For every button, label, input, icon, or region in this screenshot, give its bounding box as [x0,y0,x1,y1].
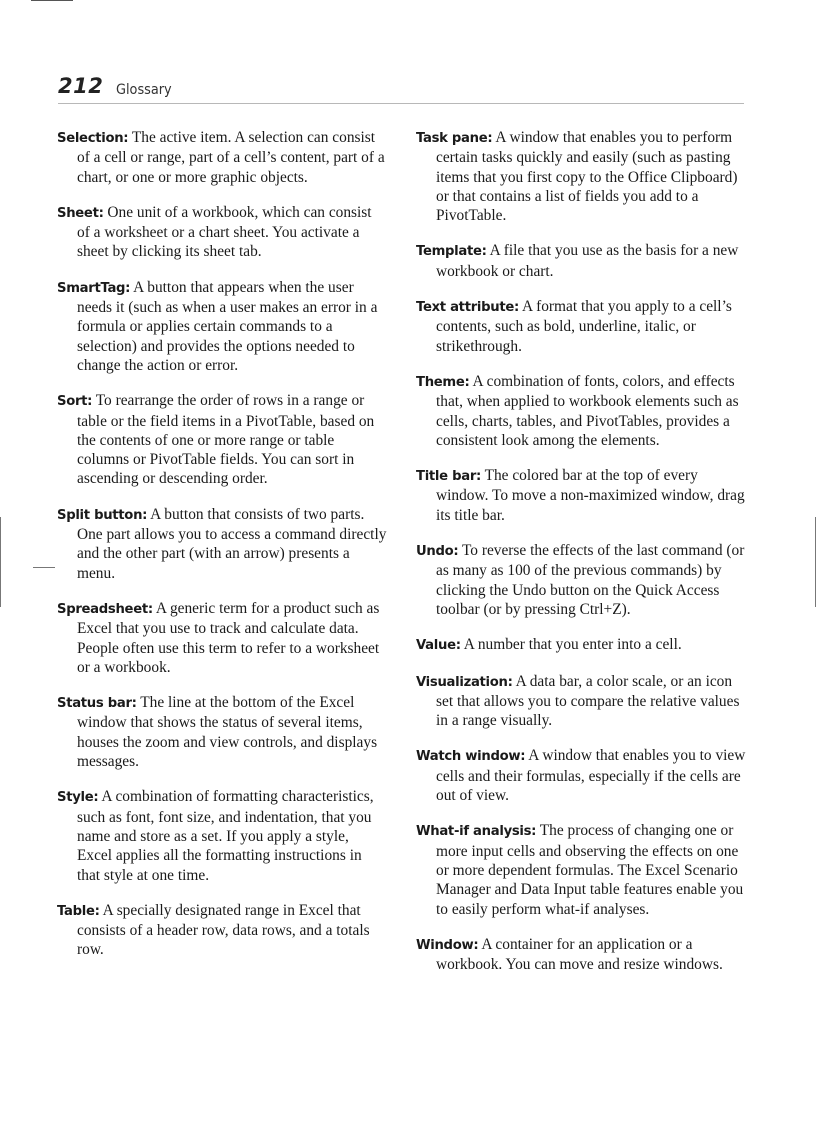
glossary-term: Table: [57,903,100,919]
glossary-entry [416,821,746,918]
glossary-definition: The active item. A selection can consist of a cell or range, part of a cell’s content, part of a chart, or one or more graphic objects. [77,129,385,186]
glossary-term: Selection: [57,131,129,146]
glossary-term: Window: [416,937,479,953]
glossary-definition: A combination of fonts, colors, and effects that, when applied to workbook elements such as cells, charts, tables, and PivotTables, provides a consistent look among the elements. [436,372,739,449]
glossary-entry [57,901,387,960]
page-header [58,74,744,104]
glossary-entry [57,203,387,262]
glossary-entry [57,278,387,375]
glossary-entry [57,787,387,884]
glossary-term: Title bar: [416,469,481,485]
glossary-term: Status bar: [57,696,137,712]
margin-mark [33,567,55,568]
glossary-entry [416,746,746,805]
glossary-term: Value: [416,638,461,654]
glossary-column-left [57,128,387,976]
glossary-definition: A data bar, a color scale, or an icon set that allows you to compare the relative values in a range visually. [436,672,740,730]
glossary-column-right [416,128,746,990]
glossary-term: Template: [416,244,487,260]
glossary-entry [416,128,746,225]
glossary-definition: A window that enables you to view cells and their formulas, especially if the cells are out of view. [436,747,746,805]
glossary-term: Text attribute: [416,300,519,316]
glossary-definition: A generic term for a product such as Excel that you use to track and calculate data. People often use this term to refer to a worksheet or a workbook. [77,599,380,676]
glossary-definition: A container for an application or a workbook. You can move and resize windows. [436,935,723,974]
glossary-entry [57,693,387,771]
glossary-term: Visualization: [416,674,513,690]
glossary-definition: A specially designated range in Excel that consists of a header row, data rows, and a totals row. [77,901,370,959]
glossary-entry [416,635,746,655]
glossary-term: Theme: [416,374,470,390]
glossary-definition: To rearrange the order of rows in a range or table or the field items in a PivotTable, based on the contents of one or more range or table columns or PivotTable fields. You can sort in ascending or descending order. [77,392,375,488]
glossary-entry [416,672,746,731]
glossary-term: Task pane: [416,131,493,146]
glossary-definition: A button that appears when the user needs it (such as when a user makes an error in a formula or applies certain commands to a selection) and provides the options needed to change the action or error. [77,278,378,374]
glossary-entry [416,935,746,975]
glossary-definition: A file that you use as the basis for a new workbook or chart. [436,242,739,280]
glossary-definition: A combination of formatting characteristics, such as font, font size, and indentation, that you name and store as a set. If you apply a style, Excel applies all the formatting instructions in that style at one time. [77,788,374,884]
binding-mark-left [0,517,1,607]
glossary-entry [416,297,746,356]
glossary-term: What-if analysis: [416,824,537,840]
glossary-definition: The colored bar at the top of every window. To move a non-maximized window, drag its title bar. [436,467,745,524]
glossary-entry [57,599,387,677]
glossary-definition: A number that you enter into a cell. [463,636,682,654]
glossary-definition: One unit of a workbook, which can consist of a worksheet or a chart sheet. You activate a sheet by clicking its sheet tab. [77,203,372,261]
glossary-entry [416,372,746,450]
glossary-definition: To reverse the effects of the last command (or as many as 100 of the previous commands) by clicking the Undo button on the Quick Access toolbar (or by pressing Ctrl+Z). [436,542,745,618]
glossary-term: SmartTag: [57,280,131,296]
glossary-definition: A format that you apply to a cell’s contents, such as bold, underline, italic, or strikethrough. [436,298,732,355]
glossary-term: Sheet: [57,205,104,221]
glossary-term: Spreadsheet: [57,601,153,617]
glossary-entry [57,505,387,583]
glossary-term: Style: [57,790,99,806]
crop-mark [31,0,73,1]
glossary-entry [416,466,746,525]
glossary-term: Split button: [57,507,148,523]
glossary-definition: A window that enables you to perform certain tasks quickly and easily (such as pasting items that you first copy to the Office Clipboard) or that contains a list of fields you add to a PivotTable. [436,129,738,225]
section-title: Glossary [116,82,172,98]
glossary-term: Watch window: [416,749,526,765]
page-number: 212 [58,74,104,98]
glossary-definition: The process of changing one or more input cells and observing the effects on one or more dependent formulas. The Excel Scenario Manager and Data Input table features enable you to easily perform what-if analyses. [436,822,744,918]
glossary-entry [57,391,387,488]
glossary-entry [57,128,387,187]
glossary-definition: A button that consists of two parts. One part allows you to access a command directly and the other part (with an arrow) presents a menu. [77,505,387,582]
glossary-entry [416,241,746,281]
glossary-entry [416,541,746,619]
glossary-term: Undo: [416,544,459,560]
header-divider [58,103,744,104]
glossary-term: Sort: [57,394,93,410]
glossary-definition: The line at the bottom of the Excel window that shows the status of several items, houses the zoom and view controls, and displays messages. [77,694,378,771]
